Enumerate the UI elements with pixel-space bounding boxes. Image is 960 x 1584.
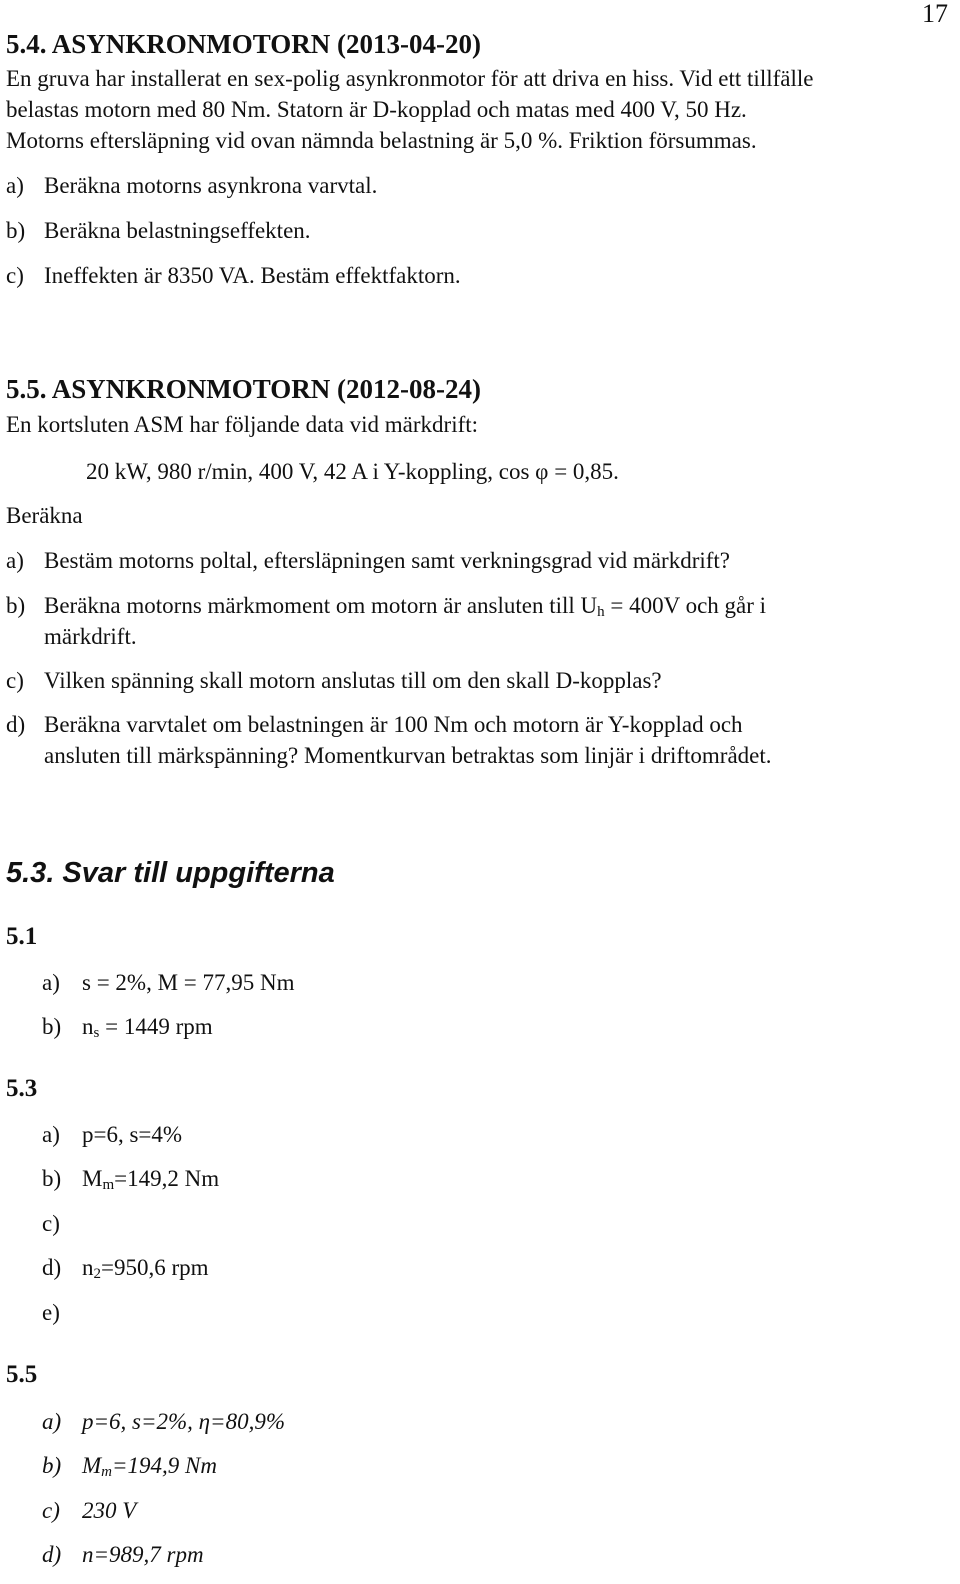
subscript: m: [101, 1464, 113, 1480]
answer-text-post: =149,2 Nm: [114, 1166, 220, 1191]
answer-label: c): [42, 1211, 60, 1236]
answer-label: a): [42, 1409, 62, 1434]
item-label: c): [6, 668, 24, 693]
answer-5-5-d: [42, 1540, 204, 1570]
item-text: Ineffekten är 8350 VA. Bestäm effektfaktorn.: [44, 263, 461, 288]
section-5-4-intro-line-2: belastas motorn med 80 Nm. Statorn är D-kopplad och matas med 400 V, 50 Hz.: [6, 97, 747, 122]
answers-title: 5.3. Svar till uppgifterna: [6, 857, 335, 889]
item-label: b): [6, 218, 26, 243]
answer-label: d): [42, 1542, 62, 1567]
answer-text-pre: M: [82, 1453, 102, 1478]
section-5-5-item-d: [6, 709, 743, 741]
answer-5-3-b: [42, 1164, 219, 1194]
section-5-4-item-c: [6, 260, 461, 292]
item-text-pre: Beräkna motorns märkmoment om motorn är ansluten till U: [44, 593, 598, 618]
section-5-5-item-c: [6, 665, 662, 697]
section-5-5-title: 5.5. ASYNKRONMOTORN (2012-08-24): [6, 374, 481, 404]
answer-text: s = 2%, M = 77,95 Nm: [82, 970, 295, 995]
subscript: 2: [93, 1266, 101, 1282]
answer-text-post: = 1449 rpm: [99, 1014, 213, 1039]
subscript: h: [597, 604, 605, 620]
answer-5-3-e: [42, 1298, 82, 1328]
answer-5-1-heading: 5.1: [6, 923, 38, 950]
answer-text: 230 V: [82, 1498, 137, 1523]
item-text-post: = 400V och går i: [604, 593, 767, 618]
motor-rating-data: 20 kW, 980 r/min, 400 V, 42 A i Y-koppling, cos φ = 0,85.: [86, 459, 619, 484]
section-5-4-intro-line-3: Motorns eftersläpning vid ovan nämnda belastning är 5,0 %. Friktion försummas.: [6, 128, 757, 153]
answer-label: b): [42, 1014, 62, 1039]
item-label: a): [6, 173, 24, 198]
item-text: Beräkna varvtalet om belastningen är 100 Nm och motorn är Y-kopplad och: [44, 712, 743, 737]
answer-text-pre: n: [82, 1255, 94, 1280]
answer-5-1-b: [42, 1012, 213, 1042]
section-5-4-item-a: [6, 170, 377, 202]
answer-5-3-d: [42, 1253, 209, 1283]
section-5-5-item-b: [6, 590, 766, 622]
answer-label: b): [42, 1453, 62, 1478]
section-5-4-item-b: [6, 215, 311, 247]
answer-5-1-a: [42, 968, 295, 998]
answer-text: p=6, s=2%, η=80,9%: [82, 1409, 285, 1434]
answer-5-5-a: [42, 1407, 285, 1437]
answer-text-post: =950,6 rpm: [101, 1255, 209, 1280]
answer-text-post: =194,9 Nm: [112, 1453, 217, 1478]
answer-5-3-heading: 5.3: [6, 1075, 38, 1102]
answer-label: c): [42, 1498, 60, 1523]
answer-text: n=989,7 rpm: [82, 1542, 204, 1567]
section-5-5-item-d-continuation: ansluten till märkspänning? Momentkurvan betraktas som linjär i driftområdet.: [44, 743, 772, 768]
item-label: c): [6, 263, 24, 288]
berakna-label: Beräkna: [6, 503, 83, 528]
section-5-5-item-b-continuation: märkdrift.: [44, 624, 137, 649]
section-5-5-item-a: [6, 545, 730, 577]
section-5-5-intro: En kortsluten ASM har följande data vid märkdrift:: [6, 412, 479, 437]
item-text: [44, 593, 766, 618]
answer-text: p=6, s=4%: [82, 1122, 183, 1147]
item-text: Vilken spänning skall motorn anslutas till om den skall D-kopplas?: [44, 668, 662, 693]
answer-text-pre: n: [82, 1014, 94, 1039]
page-number: 17: [922, 0, 948, 28]
section-5-4-intro-line-1: En gruva har installerat en sex-polig asynkronmotor för att driva en hiss. Vid ett tillfälle: [6, 66, 814, 91]
item-text: Beräkna belastningseffekten.: [44, 218, 311, 243]
answer-5-3-a: [42, 1120, 182, 1150]
item-text: Bestäm motorns poltal, eftersläpningen samt verkningsgrad vid märkdrift?: [44, 548, 731, 573]
item-text: Beräkna motorns asynkrona varvtal.: [44, 173, 378, 198]
answer-label: b): [42, 1166, 62, 1191]
answer-label: a): [42, 970, 60, 995]
answer-5-3-c: [42, 1209, 82, 1239]
subscript: s: [93, 1025, 100, 1041]
answer-5-5-heading: 5.5: [6, 1361, 38, 1388]
item-label: b): [6, 593, 26, 618]
answer-label: d): [42, 1255, 62, 1280]
answer-label: a): [42, 1122, 60, 1147]
subscript: m: [102, 1177, 115, 1193]
answer-5-5-c: [42, 1496, 136, 1526]
section-5-4-title: 5.4. ASYNKRONMOTORN (2013-04-20): [6, 29, 481, 59]
answer-text-pre: M: [82, 1166, 103, 1191]
answer-5-5-b: [42, 1451, 217, 1481]
item-label: d): [6, 712, 26, 737]
item-label: a): [6, 548, 24, 573]
answer-label: e): [42, 1300, 60, 1325]
